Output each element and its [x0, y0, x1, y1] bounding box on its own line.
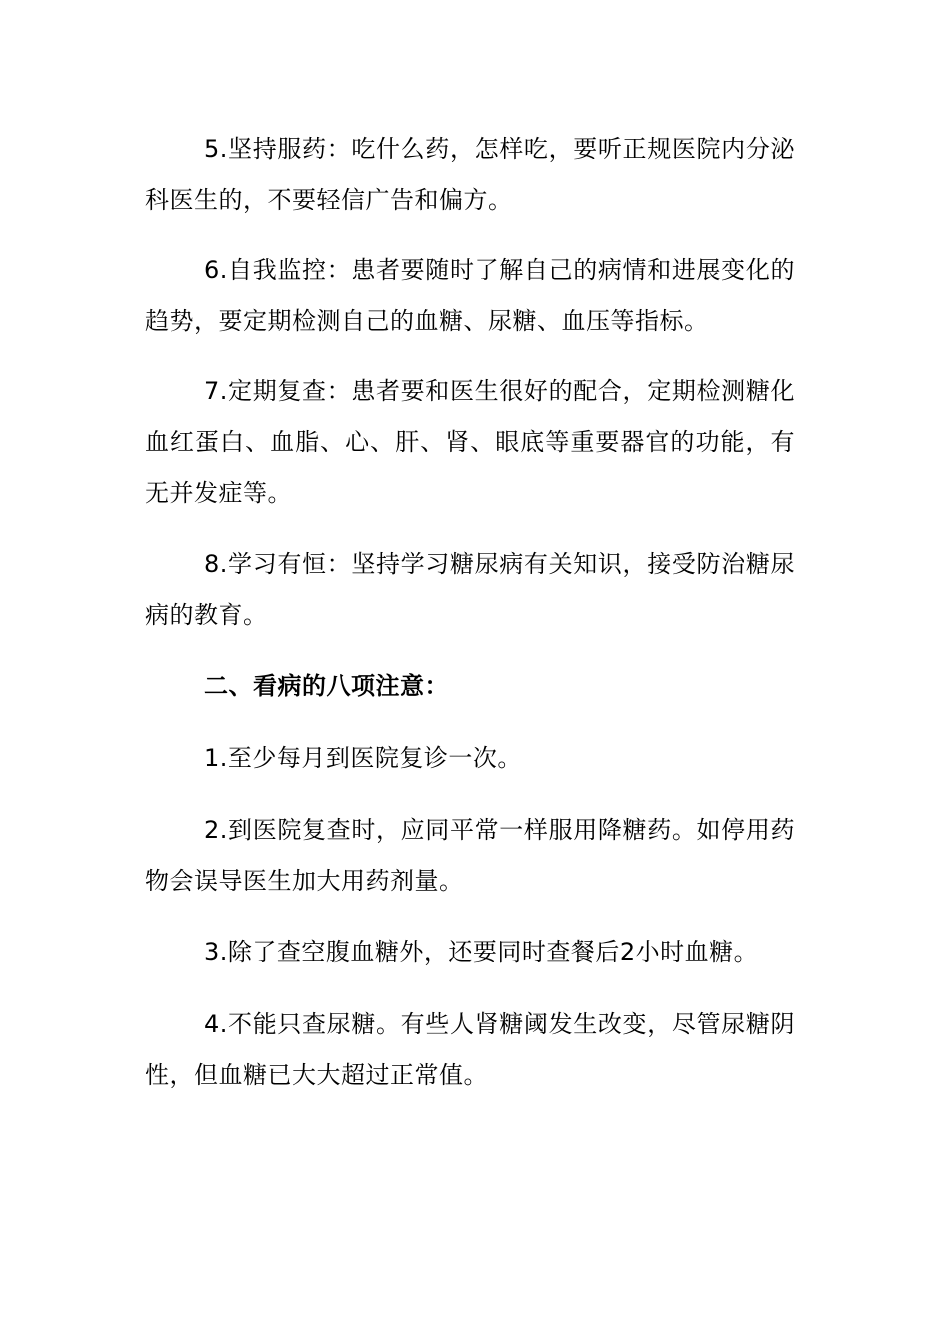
paragraph-self-monitoring: 6.自我监控：患者要随时了解自己的病情和进展变化的趋势，要定期检测自己的血糖、尿糖、血压等指标。	[145, 256, 795, 335]
list-item: 2.到医院复查时，应同平常一样服用降糖药。如停用药物会误导医生加大用药剂量。	[145, 816, 795, 895]
list-item: 4.不能只查尿糖。有些人肾糖阈发生改变，尽管尿糖阴性，但血糖已大大超过正常值。	[145, 1010, 795, 1089]
list-item: 3.除了查空腹血糖外，还要同时查餐后2小时血糖。	[204, 938, 759, 966]
paragraph-medication: 5.坚持服药：吃什么药，怎样吃，要听正规医院内分泌科医生的，不要轻信广告和偏方。	[145, 135, 795, 214]
paragraph-learning: 8.学习有恒：坚持学习糖尿病有关知识，接受防治糖尿病的教育。	[145, 550, 795, 629]
list-item: 1.至少每月到医院复诊一次。	[204, 744, 522, 772]
section-heading: 二、看病的八项注意：	[204, 672, 449, 700]
paragraph-regular-checkup: 7.定期复查：患者要和医生很好的配合，定期检测糖化血红蛋白、血脂、心、肝、肾、眼底等重要器官的功能，有无并发症等。	[145, 377, 795, 507]
